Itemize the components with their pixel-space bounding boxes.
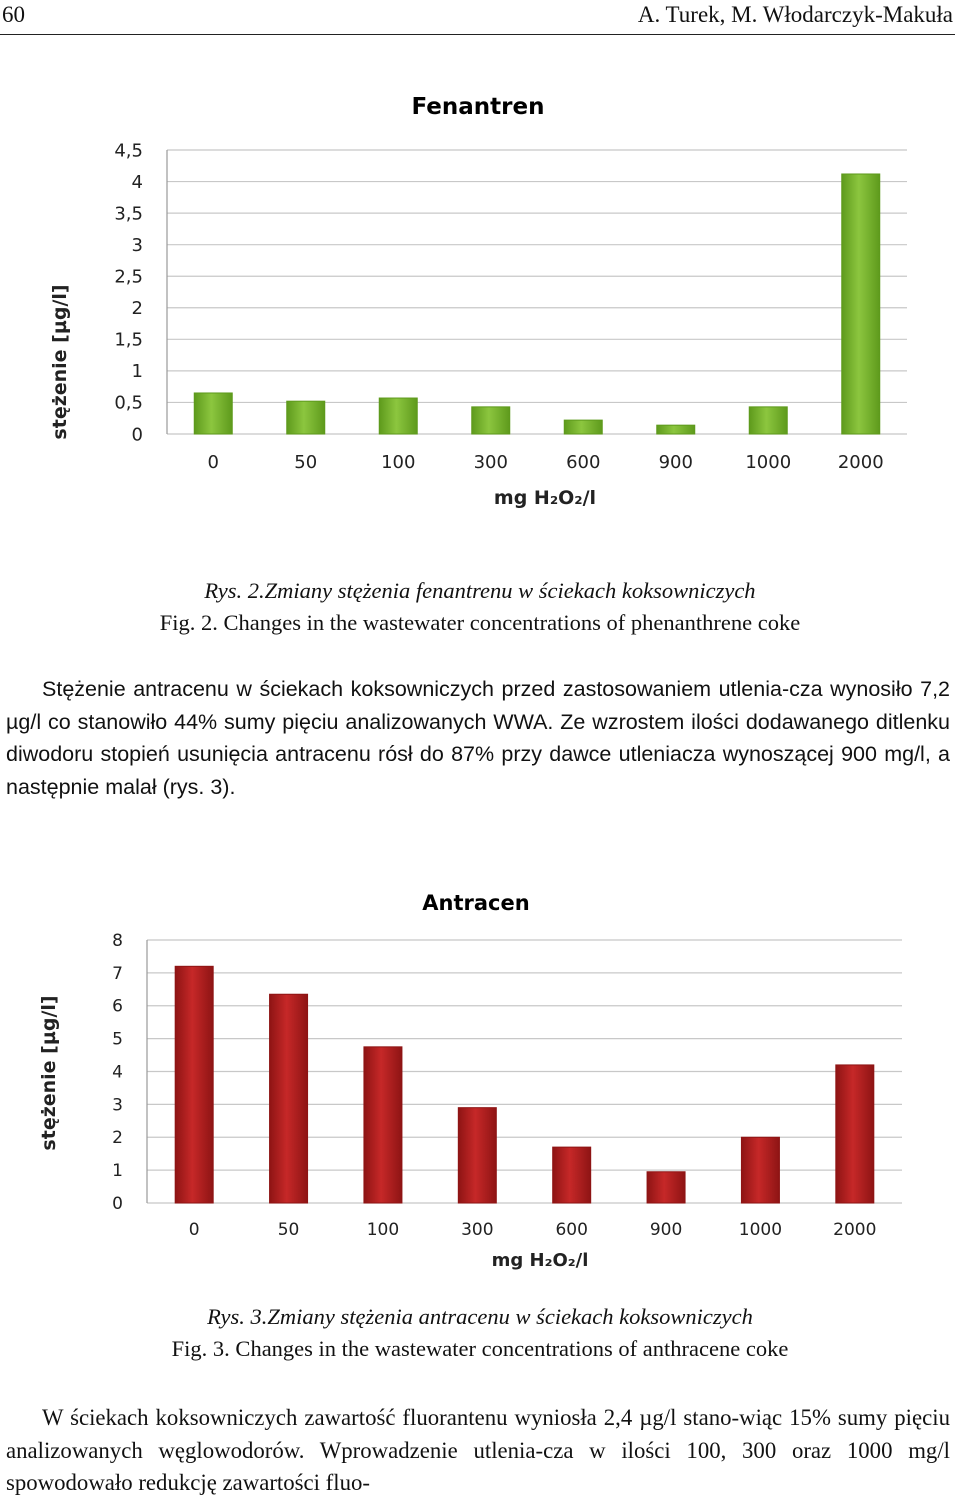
y-tick-label: 0 (112, 1193, 123, 1214)
page-number: 60 (2, 2, 25, 27)
x-tick-label: 0 (207, 452, 219, 473)
y-tick-label: 2 (131, 298, 143, 320)
y-tick-label: 1 (112, 1161, 123, 1182)
bar (472, 407, 510, 434)
figure-3-caption-pl: Rys. 3.Zmiany stężenia antracenu w ściekach koksowniczych (207, 1304, 753, 1329)
x-tick-label: 2000 (833, 1220, 877, 1240)
x-tick-label: 900 (649, 1220, 683, 1240)
antracen-chart (0, 878, 960, 1288)
y-tick-label: 3 (112, 1095, 123, 1116)
bar (564, 420, 602, 434)
bar (194, 393, 232, 434)
y-tick-label: 3,5 (114, 203, 143, 225)
x-axis-label: mg H₂O₂/l (491, 1250, 589, 1271)
y-tick-label: 2,5 (114, 266, 143, 288)
bar (553, 1147, 591, 1203)
y-tick-label: 2 (112, 1128, 123, 1149)
bar (287, 401, 325, 434)
y-tick-label: 4 (112, 1062, 123, 1083)
figure-3-caption-en: Fig. 3. Changes in the wastewater concentrations of anthracene coke (171, 1336, 789, 1361)
y-tick-label: 4,5 (114, 140, 143, 162)
x-tick-label: 1000 (745, 452, 792, 473)
bar (836, 1065, 874, 1203)
bar (647, 1172, 685, 1203)
bar (364, 1047, 402, 1203)
bar (379, 398, 417, 434)
bar (458, 1108, 496, 1203)
y-tick-label: 6 (112, 996, 123, 1017)
y-tick-label: 1,5 (114, 329, 143, 351)
figure-2-caption (0, 575, 960, 639)
y-axis-label: stężenie [µg/l] (38, 995, 60, 1151)
paragraph-antracen (6, 673, 950, 803)
x-tick-label: 0 (188, 1220, 200, 1240)
y-tick-label: 5 (112, 1029, 123, 1050)
bar (175, 966, 213, 1203)
x-tick-label: 50 (277, 1220, 300, 1240)
x-tick-label: 300 (461, 1220, 494, 1240)
paragraph-text: Stężenie antracenu w ściekach koksowniczych przed zastosowaniem utlenia-cza wynosiło 7,2 µg/l co stanowiło 44% sumy pięciu analizowanych WWA. Ze wzrostem ilości dodawanego ditlenku diwodoru stopień usunięcia antracenu rósł do 87% przy dawce utleniacza wynoszącej 900 mg/l, a następnie malał (rys. 3). (6, 677, 950, 799)
chart-title: Antracen (422, 891, 530, 915)
figure-3-caption (0, 1301, 960, 1365)
running-head-authors: A. Turek, M. Włodarczyk-Makuła (637, 2, 953, 27)
x-tick-label: 50 (294, 452, 318, 473)
fenantren-chart (0, 70, 960, 540)
y-axis-label: stężenie [µg/l] (49, 284, 71, 440)
bar (657, 425, 695, 434)
x-tick-label: 900 (658, 452, 693, 473)
x-tick-label: 600 (566, 452, 601, 473)
bar (741, 1137, 779, 1203)
y-tick-label: 7 (112, 963, 123, 984)
y-tick-label: 8 (112, 930, 123, 951)
figure-2-caption-pl: Rys. 2.Zmiany stężenia fenantrenu w ściekach koksowniczych (204, 578, 756, 603)
paragraph-fluoranten (6, 1402, 950, 1500)
figure-2-caption-en: Fig. 2. Changes in the wastewater concentrations of phenanthrene coke (159, 610, 801, 635)
x-tick-label: 600 (555, 1220, 588, 1240)
x-tick-label: 100 (366, 1220, 400, 1240)
y-tick-label: 1 (131, 361, 143, 383)
fenantren-chart-svg (0, 70, 960, 540)
bar (270, 994, 308, 1203)
bar (749, 407, 787, 434)
antracen-chart-svg (0, 878, 960, 1288)
x-tick-label: 100 (381, 452, 416, 473)
running-head (0, 0, 955, 35)
x-tick-label: 300 (473, 452, 508, 473)
y-tick-label: 0,5 (114, 392, 143, 414)
y-tick-label: 4 (131, 171, 143, 193)
x-tick-label: 1000 (738, 1220, 783, 1240)
chart-title: Fenantren (411, 94, 545, 120)
x-axis-label: mg H₂O₂/l (493, 487, 597, 509)
x-tick-label: 2000 (837, 452, 884, 473)
paragraph-text: W ściekach koksowniczych zawartość fluorantenu wyniosła 2,4 µg/l stano-wiąc 15% sumy pięciu analizowanych węglowodorów. Wprowadzenie utlenia-cza w ilości 100, 300 oraz 1000 mg/l spowodowało redukcję zawartości fluo- (6, 1405, 950, 1495)
y-tick-label: 0 (131, 424, 143, 446)
y-tick-label: 3 (131, 234, 143, 256)
bar (842, 174, 880, 434)
